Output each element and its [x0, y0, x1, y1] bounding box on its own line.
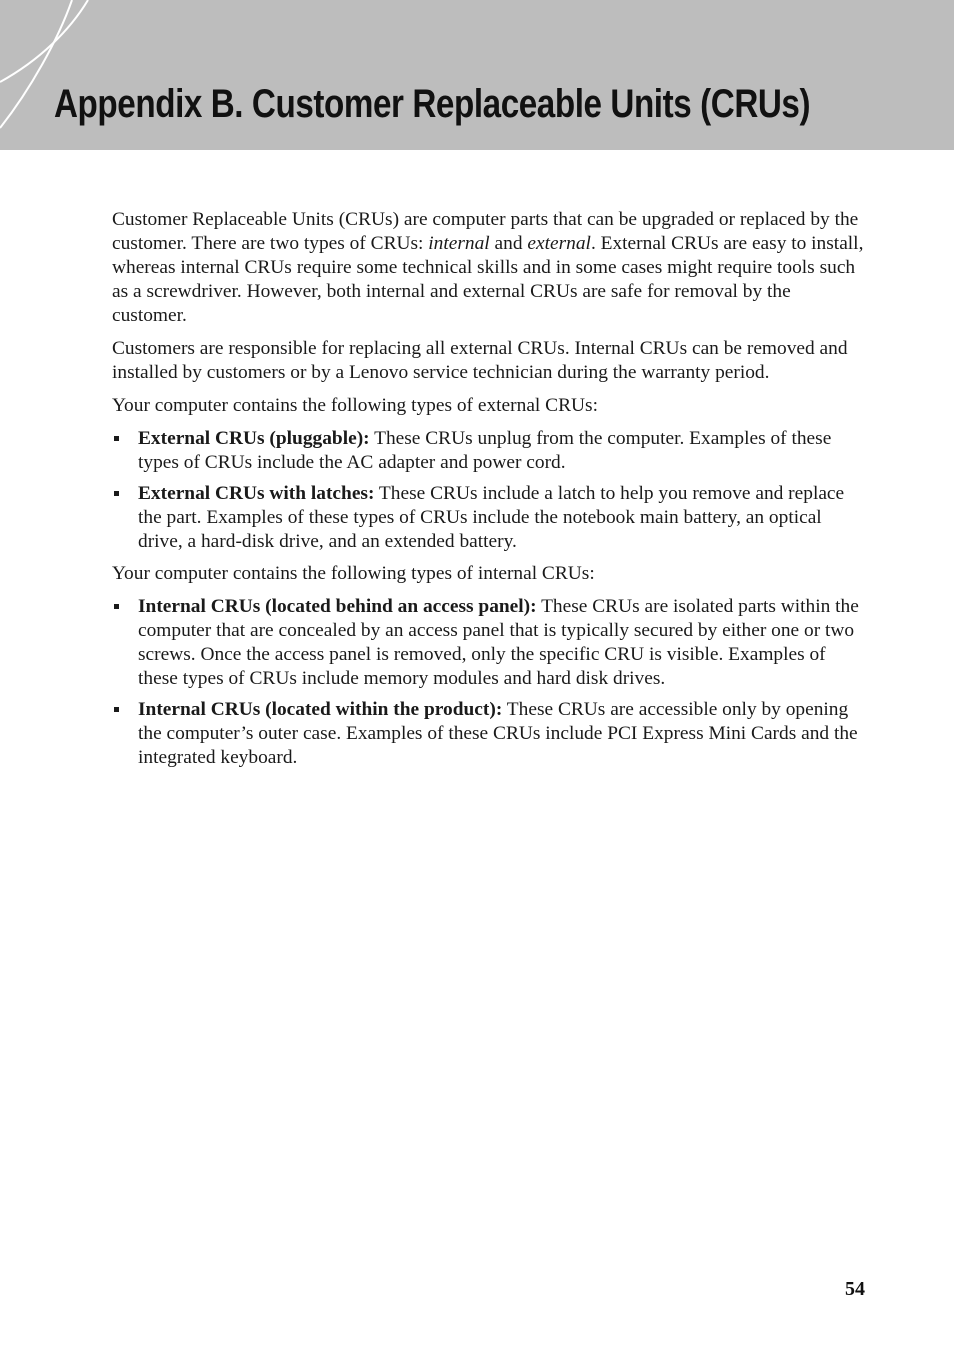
square-bullet-icon — [114, 604, 119, 609]
page-title: Appendix B. Customer Replaceable Units (CRUs) — [54, 82, 811, 126]
chapter-header-band — [0, 0, 954, 150]
list-item-term: Internal CRUs (located within the product): — [138, 699, 503, 720]
internal-cru-intro: Your computer contains the following types of internal CRUs: — [112, 563, 595, 584]
internal-cru-list — [112, 595, 868, 770]
list-item-term: Internal CRUs (located behind an access panel): — [138, 596, 537, 617]
list-item-text: These CRUs unplug from the computer. Examples of these types of CRUs include the AC adapter and power cord. — [138, 428, 832, 473]
external-cru-intro: Your computer contains the following types of external CRUs: — [112, 395, 598, 416]
list-item-term: External CRUs with latches: — [138, 483, 375, 504]
square-bullet-icon — [114, 707, 119, 712]
intro-paragraph — [112, 208, 868, 328]
page-content — [112, 208, 868, 778]
intro-emphasis-external: external — [527, 233, 591, 254]
list-item-text: These CRUs are accessible only by opening the computer’s outer case. Examples of these CRUs include PCI Express Mini Cards and the integrated keyboard. — [138, 699, 858, 768]
list-item — [112, 698, 868, 770]
page-number: 54 — [845, 1278, 865, 1300]
list-item — [112, 595, 868, 691]
list-item — [112, 482, 868, 554]
list-item — [112, 427, 868, 475]
intro-emphasis-internal: internal — [428, 233, 490, 254]
external-cru-list — [112, 427, 868, 554]
list-item-term: External CRUs (pluggable): — [138, 428, 370, 449]
intro-text-2: and — [489, 233, 528, 254]
intro-text-3: . External CRUs are easy to install, whereas internal CRUs require some technical skills and in some cases might require tools such as a screwdriver. However, both internal and external CRUs are safe for removal by the customer. — [112, 233, 864, 326]
intro-text-1: Customer Replaceable Units (CRUs) are computer parts that can be upgraded or replaced by the customer. There are two types of CRUs: — [112, 209, 859, 254]
square-bullet-icon — [114, 491, 119, 496]
square-bullet-icon — [114, 436, 119, 441]
list-item-text: These CRUs are isolated parts within the computer that are concealed by an access panel that is typically secured by either one or two screws. Once the access panel is removed, only the specific CRU is visible. Examples of these types of CRUs include memory modules and hard disk drives. — [138, 596, 859, 689]
responsibility-paragraph: Customers are responsible for replacing all external CRUs. Internal CRUs can be removed and installed by customers or by a Lenovo service technician during the warranty period. — [112, 338, 848, 383]
list-item-text: These CRUs include a latch to help you remove and replace the part. Examples of these types of CRUs include the notebook main battery, an optical drive, a hard-disk drive, and an extended battery. — [138, 483, 845, 552]
